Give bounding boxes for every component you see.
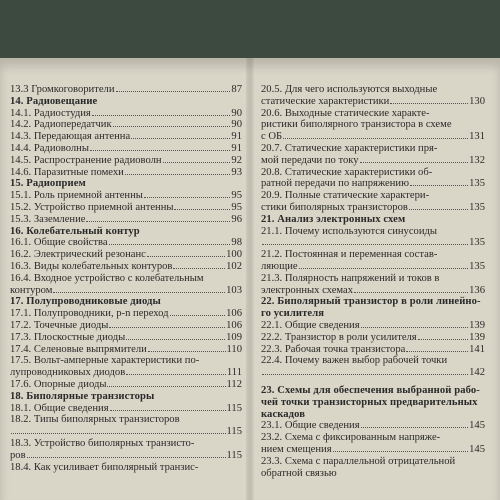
toc-leader-dots xyxy=(110,410,226,411)
toc-entry xyxy=(261,143,485,167)
toc-entry-text-line: чей точки транзисторных предварительных xyxy=(261,396,478,408)
toc-entry xyxy=(261,167,485,191)
toc-entry-title: 13.3 Громкоговорители xyxy=(10,84,115,95)
toc-page-number: 90 xyxy=(231,119,242,131)
toc-leader-dots xyxy=(333,451,469,452)
toc-entry xyxy=(10,119,242,131)
toc-section-heading xyxy=(10,226,242,238)
toc-entry-text-line: 18.2. Типы биполярных транзисторов xyxy=(10,414,180,426)
toc-leader-dots xyxy=(174,209,230,210)
toc-entry-title: 14.5. Распространение радиоволн xyxy=(10,154,162,166)
toc-leader-dots xyxy=(92,115,231,116)
toc-leader-dots xyxy=(11,433,226,434)
toc-entry-title: 14.4. Радиоволны xyxy=(10,142,89,154)
toc-entry-title: мой передачи по току xyxy=(261,154,359,166)
toc-entry-text-line: ристики биполярного транзистора в схеме xyxy=(261,119,452,131)
toc-entry xyxy=(10,332,242,344)
toc-section-heading xyxy=(10,178,242,190)
toc-entry xyxy=(10,202,242,214)
toc-page-number: 139 xyxy=(469,331,485,343)
toc-entry xyxy=(10,462,242,474)
toc-leader-dots xyxy=(125,174,231,175)
toc-leader-dots xyxy=(354,292,468,293)
toc-entry xyxy=(261,320,485,332)
toc-entry-title: 14.2. Радиопередатчик xyxy=(10,119,112,131)
toc-leader-dots xyxy=(170,315,226,316)
toc-entry-text-line: 20.8. Статические характеристики об- xyxy=(261,166,433,178)
toc-page-number: 111 xyxy=(226,367,242,379)
toc-entry xyxy=(261,108,485,143)
toc-page-number: 135 xyxy=(469,201,485,213)
toc-entry xyxy=(10,344,242,356)
toc-entry xyxy=(261,190,485,214)
toc-entry-title: 17.1. Полупроводники, p-n переход xyxy=(10,308,169,320)
toc-page-number: 139 xyxy=(469,319,485,331)
toc-section-heading xyxy=(261,296,485,320)
toc-entry-text-line: 23. Схемы для обеспечения выбранной рабо- xyxy=(261,384,480,396)
toc-entry-text-line: 21.1. Почему используются синусоиды xyxy=(261,225,438,237)
toc-left-column xyxy=(10,84,242,473)
toc-entry-title: ратной передачи по напряжению xyxy=(261,178,410,190)
toc-entry-text-line: 22.4. Почему важен выбор рабочей точки xyxy=(261,355,448,367)
toc-page-number: 106 xyxy=(226,319,242,331)
toc-entry-title: 17.4. Селеновые выпрямители xyxy=(10,343,147,355)
toc-leader-dots xyxy=(107,386,225,387)
toc-entry-title: статические характеристики xyxy=(261,95,390,107)
toc-entry-text-line: 22. Биполярный транзистор в роли линейно- xyxy=(261,296,481,308)
toc-leader-dots xyxy=(163,162,231,163)
toc-leader-dots xyxy=(409,209,468,210)
toc-entry-text-line: 17.5. Вольт-амперные характеристики по- xyxy=(10,355,200,367)
toc-leader-dots xyxy=(113,126,231,127)
toc-page-number: 135 xyxy=(469,237,485,249)
toc-leader-dots xyxy=(126,339,225,340)
toc-page-number: 100 xyxy=(226,249,242,261)
toc-entry-title: 17. Полупроводниковые диоды xyxy=(10,296,161,308)
toc-page-number: 110 xyxy=(226,343,242,355)
toc-entry-title: лупроводниковых диодов xyxy=(10,367,126,379)
toc-page-number: 132 xyxy=(469,154,485,166)
toc-section-heading xyxy=(261,385,485,420)
toc-leader-dots xyxy=(361,327,469,328)
toc-leader-dots xyxy=(90,150,230,151)
toc-leader-dots xyxy=(390,103,468,104)
toc-entry-title: 15.2. Устройство приемной антенны xyxy=(10,201,174,213)
toc-page-number: 141 xyxy=(469,343,485,355)
toc-entry-title: 15.1. Роль приемной антенны xyxy=(10,190,143,202)
toc-page-number: 130 xyxy=(469,95,485,107)
toc-entry xyxy=(10,143,242,155)
toc-page-number: 115 xyxy=(226,426,242,438)
toc-entry xyxy=(10,108,242,120)
toc-leader-dots xyxy=(262,244,468,245)
toc-entry-title: контуром xyxy=(10,284,53,296)
toc-page-number: 91 xyxy=(231,142,242,154)
toc-entry xyxy=(10,190,242,202)
toc-section-heading xyxy=(261,214,485,226)
toc-entry-text-line: 21.3. Полярность напряжений и токов в xyxy=(261,272,440,284)
toc-entry-text-line: 20.7. Статические характеристики пря- xyxy=(261,142,438,154)
toc-page-number: 115 xyxy=(226,449,242,461)
toc-page-number: 142 xyxy=(469,367,485,379)
toc-entry xyxy=(261,355,485,379)
toc-page-number: 131 xyxy=(469,131,485,143)
toc-page-number: 95 xyxy=(231,201,242,213)
toc-leader-dots xyxy=(410,185,468,186)
toc-entry xyxy=(10,355,242,379)
toc-leader-dots xyxy=(53,292,225,293)
toc-entry xyxy=(10,438,242,462)
toc-page-number: 96 xyxy=(231,213,242,225)
toc-leader-dots xyxy=(361,427,469,428)
toc-page-number: 103 xyxy=(226,284,242,296)
toc-page-number: 93 xyxy=(231,166,242,178)
toc-entry-text-line: 23.3. Схема с параллельной отрицательной xyxy=(261,455,456,467)
toc-entry xyxy=(10,155,242,167)
toc-entry-title: 14.3. Передающая антенна xyxy=(10,131,131,143)
toc-entry-title: 22.2. Транзистор в роли усилителя xyxy=(261,331,417,343)
toc-entry-text-line: 23.2. Схема с фиксированным напряже- xyxy=(261,432,441,444)
toc-leader-dots xyxy=(109,244,231,245)
toc-entry-title: 18. Биполярные транзисторы xyxy=(10,390,155,402)
toc-entry-text-line: 20.5. Для чего используются выходные xyxy=(261,84,438,95)
toc-entry xyxy=(10,237,242,249)
toc-entry-title: 21. Анализ электронных схем xyxy=(261,213,406,225)
toc-entry-title: го усилителя xyxy=(261,308,325,320)
toc-page-number: 136 xyxy=(469,284,485,296)
toc-leader-dots xyxy=(406,351,468,352)
toc-page-number: 145 xyxy=(469,443,485,455)
toc-leader-dots xyxy=(418,339,468,340)
toc-entry-title: каскадов xyxy=(261,408,306,420)
toc-entry xyxy=(10,249,242,261)
toc-leader-dots xyxy=(299,268,469,269)
book-page xyxy=(0,58,500,500)
toc-leader-dots xyxy=(131,138,230,139)
toc-leader-dots xyxy=(148,351,226,352)
toc-leader-dots xyxy=(27,457,226,458)
toc-entry-text-line: 18.3. Устройство биполярных транзисто- xyxy=(10,437,195,449)
toc-entry-text-line: 20.6. Выходные статические характе- xyxy=(261,107,430,119)
toc-entry xyxy=(261,332,485,344)
toc-section-heading xyxy=(10,391,242,403)
toc-entry xyxy=(10,414,242,438)
toc-leader-dots xyxy=(360,162,469,163)
toc-entry xyxy=(10,273,242,297)
toc-entry xyxy=(261,84,485,108)
toc-entry-title: 17.2. Точечные диоды xyxy=(10,319,109,331)
toc-entry xyxy=(261,420,485,432)
toc-entry-title: 16. Колебательный контур xyxy=(10,225,140,237)
toc-leader-dots xyxy=(144,197,231,198)
toc-page-number: 87 xyxy=(231,84,242,95)
toc-leader-dots xyxy=(109,327,225,328)
toc-page-number: 102 xyxy=(226,260,242,272)
toc-page-number: 112 xyxy=(226,378,242,390)
toc-entry xyxy=(261,456,485,480)
toc-entry-title: 16.3. Виды колебательных контуров xyxy=(10,260,173,272)
toc-entry-title: 15. Радиоприем xyxy=(10,178,86,190)
toc-entry-title: электронных схемах xyxy=(261,284,354,296)
toc-leader-dots xyxy=(262,374,468,375)
toc-entry-title: 17.6. Опорные диоды xyxy=(10,378,107,390)
toc-page-number: 145 xyxy=(469,420,485,432)
toc-section-heading xyxy=(10,96,242,108)
toc-leader-dots xyxy=(283,138,468,139)
toc-leader-dots xyxy=(173,268,225,269)
toc-entry xyxy=(10,131,242,143)
toc-entry xyxy=(261,432,485,456)
toc-page-number: 135 xyxy=(469,260,485,272)
toc-page-number: 106 xyxy=(226,308,242,320)
page-spine xyxy=(246,58,254,500)
toc-entry xyxy=(10,261,242,273)
toc-entry xyxy=(10,403,242,415)
toc-entry-title: 14. Радиовещание xyxy=(10,95,98,107)
toc-entry xyxy=(10,84,242,96)
toc-entry xyxy=(10,379,242,391)
toc-leader-dots xyxy=(86,221,230,222)
toc-page-number: 90 xyxy=(231,107,242,119)
toc-entry-title: 22.1. Общие сведения xyxy=(261,319,360,331)
toc-entry-title: 18.1. Общие сведения xyxy=(10,402,109,414)
toc-entry-text-line: 20.9. Полные статические характери- xyxy=(261,190,430,202)
toc-entry xyxy=(261,226,485,250)
toc-entry-title: ров xyxy=(10,449,26,461)
toc-right-column xyxy=(261,84,485,479)
toc-entry xyxy=(10,308,242,320)
toc-leader-dots xyxy=(116,91,231,92)
toc-entry-title: 14.1. Радиостудия xyxy=(10,107,91,119)
toc-entry-title: 16.2. Электрический резонанс xyxy=(10,249,146,261)
toc-entry-title: 16.1. Общие свойства xyxy=(10,237,108,249)
toc-entry xyxy=(10,214,242,226)
toc-page-number: 135 xyxy=(469,178,485,190)
toc-page-number: 98 xyxy=(231,237,242,249)
toc-entry-title: 23.1. Общие сведения xyxy=(261,420,360,432)
toc-entry-title: 18.4. Как усиливает биполярный транзис- xyxy=(10,461,199,473)
toc-entry xyxy=(261,344,485,356)
toc-entry xyxy=(10,167,242,179)
toc-entry-title: обратной связью xyxy=(261,467,337,479)
toc-page-number: 115 xyxy=(226,402,242,414)
toc-page-number: 91 xyxy=(231,131,242,143)
toc-entry-title: ляющие xyxy=(261,260,298,272)
toc-entry-title: стики биполярных транзисторов xyxy=(261,201,408,213)
toc-section-heading xyxy=(10,296,242,308)
toc-page-number: 109 xyxy=(226,331,242,343)
toc-entry-title: 17.3. Плоскостные диоды xyxy=(10,331,126,343)
toc-entry-title: 15.3. Заземление xyxy=(10,213,86,225)
toc-entry-title: 22.3. Рабочая точка транзистора xyxy=(261,343,406,355)
toc-entry-text-line: 21.2. Постоянная и переменная состав- xyxy=(261,249,438,261)
toc-entry-text-line: 16.4. Входное устройство с колебательным xyxy=(10,272,204,284)
toc-entry-title: 14.6. Паразитные помехи xyxy=(10,166,124,178)
toc-page-number: 95 xyxy=(231,190,242,202)
toc-entry-title: с ОБ xyxy=(261,131,283,143)
toc-page-number: 92 xyxy=(231,154,242,166)
toc-leader-dots xyxy=(147,256,225,257)
toc-entry xyxy=(10,320,242,332)
toc-entry-title: нием смещения xyxy=(261,443,332,455)
toc-entry xyxy=(261,273,485,297)
toc-entry xyxy=(261,249,485,273)
toc-leader-dots xyxy=(126,374,226,375)
